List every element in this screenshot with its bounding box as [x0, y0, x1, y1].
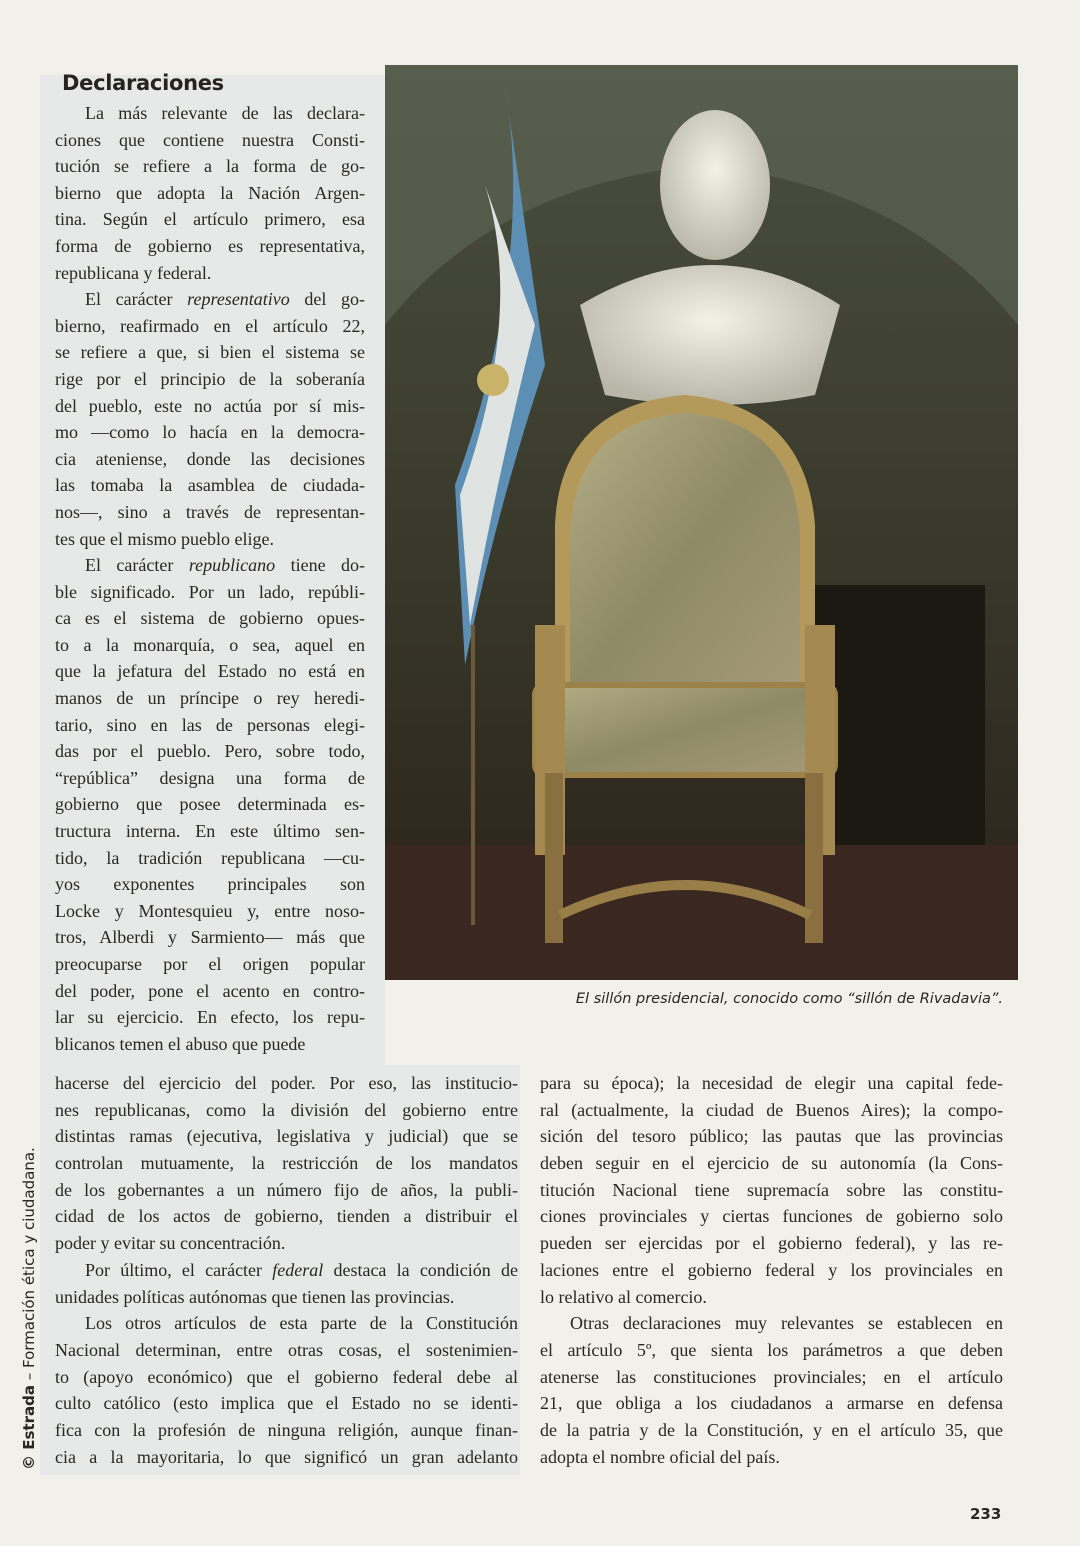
text-line: [55, 153, 365, 180]
text-segment: pueden ser ejercidas por el gobierno federal), y las re-: [540, 1233, 1003, 1254]
text-segment: Por último, el carácter: [85, 1259, 273, 1280]
text-segment: Locke y Montesquieu y, entre noso-: [55, 900, 365, 921]
text-segment: to a la monarquía, o sea, aquel en: [55, 634, 365, 655]
text-segment: forma de gobierno es representativa,: [55, 235, 365, 256]
text-line: [55, 233, 365, 260]
text-segment: de la patria y de la Constitución, y en el artículo 35, que: [540, 1419, 1003, 1440]
text-line: [55, 339, 365, 366]
text-segment: tina. Según el artículo primero, esa: [55, 209, 365, 230]
text-line: [55, 419, 365, 446]
text-segment: ble significado. Por un lado, repúbli-: [55, 581, 365, 602]
text-line: [55, 712, 365, 739]
text-segment: das por el pueblo. Pero, sobre todo,: [55, 741, 365, 762]
text-segment: culto católico (esto implica que el Estado no se identi-: [55, 1393, 518, 1414]
text-segment: Nacional determinan, entre otras cosas, el sostenimien-: [55, 1339, 518, 1360]
text-column-left-narrow: [55, 100, 365, 1057]
text-column-left-wide: [55, 1070, 518, 1470]
text-line: [55, 1390, 518, 1417]
text-line: [55, 1031, 365, 1058]
text-segment: Otras declaraciones muy relevantes se establecen en: [570, 1313, 1003, 1334]
text-line: [55, 791, 365, 818]
text-line: [540, 1230, 1003, 1257]
text-line: [55, 206, 365, 233]
text-line: [55, 605, 365, 632]
text-line: [55, 1444, 518, 1471]
text-segment: laciones entre el gobierno federal y los provinciales en: [540, 1259, 1003, 1280]
text-segment: yos exponentes principales son: [55, 874, 365, 895]
text-segment: preocuparse por el origen popular: [55, 954, 365, 974]
text-line: [540, 1444, 1003, 1471]
text-line: [55, 658, 365, 685]
text-segment: mo —como lo hacía en la democra-: [55, 422, 365, 443]
text-segment: Los otros artículos de esta parte de la Constitución: [85, 1313, 518, 1334]
text-segment: del pueblo, este no actúa por sí mis-: [55, 395, 365, 416]
text-segment: titución Nacional tiene supremacía sobre las constitu-: [540, 1179, 1003, 1200]
text-line: [540, 1390, 1003, 1417]
text-segment: nes republicanas, como la división del gobierno entre: [55, 1099, 518, 1120]
text-segment: tución se refiere a la forma de go-: [55, 156, 365, 177]
text-segment: distintas ramas (ejecutiva, legislativa y judicial) que se: [55, 1126, 518, 1147]
text-line: [55, 1417, 518, 1444]
text-segment: se refiere a que, si bien el sistema se: [55, 342, 365, 363]
text-segment: bierno, reafirmado en el artículo 22,: [55, 315, 365, 336]
text-line: [55, 1070, 518, 1097]
text-line: [55, 632, 365, 659]
text-segment: lar su ejercicio. En efecto, los repu-: [55, 1007, 365, 1028]
text-line: [55, 100, 365, 127]
text-segment: tros, Alberdi y Sarmiento— más que: [55, 927, 365, 948]
text-segment: ca es el sistema de gobierno opues-: [55, 608, 365, 629]
text-line: [55, 818, 365, 845]
text-segment: poder y evitar su concentración.: [55, 1233, 286, 1254]
text-segment: destaca la condición de: [323, 1259, 518, 1280]
text-line: [55, 180, 365, 207]
text-segment: de los gobernantes a un número fijo de años, la publi-: [55, 1179, 518, 1200]
text-line: [55, 393, 365, 420]
text-segment: ciones provinciales y ciertas funciones de gobierno solo: [540, 1206, 1003, 1227]
text-segment: fica con la profesión de ninguna religión, aunque finan-: [55, 1419, 518, 1440]
text-segment: ciones que contiene nuestra Consti-: [55, 129, 365, 150]
side-copyright: [20, 1147, 38, 1470]
text-line: [540, 1097, 1003, 1124]
text-segment: tiene do-: [275, 555, 365, 576]
text-segment: nos—, sino a través de representan-: [55, 501, 365, 522]
text-line: [55, 765, 365, 792]
text-line: [55, 978, 365, 1005]
text-line: [55, 951, 365, 978]
text-segment: to (apoyo económico) que el gobierno federal debe al: [55, 1366, 518, 1387]
text-segment: El carácter: [85, 555, 189, 576]
text-segment: hacerse del ejercicio del poder. Por eso, las institucio-: [55, 1073, 518, 1093]
italic-term: federal: [272, 1259, 324, 1280]
text-segment: del poder, pone el acento en contro-: [55, 980, 365, 1001]
publisher: © Estrada: [20, 1385, 38, 1470]
text-line: [55, 472, 365, 499]
text-line: [540, 1310, 1003, 1337]
text-segment: tido, la tradición republicana —cu-: [55, 847, 365, 868]
text-segment: deben seguir en el ejercicio de su autonomía (la Cons-: [540, 1153, 1003, 1174]
text-segment: unidades políticas autónomas que tienen las provincias.: [55, 1286, 455, 1307]
text-line: [55, 446, 365, 473]
text-line: [55, 366, 365, 393]
text-line: [540, 1284, 1003, 1311]
text-segment: tario, sino en las de personas elegi-: [55, 714, 365, 735]
text-segment: controlan mutuamente, la restricción de los mandatos: [55, 1153, 518, 1174]
text-segment: cidad de los actos de gobierno, tienden a distribuir el: [55, 1206, 518, 1227]
text-segment: para su época); la necesidad de elegir una capital fede-: [540, 1073, 1003, 1093]
text-segment: las tomaba la asamblea de ciudada-: [55, 475, 365, 496]
text-line: [55, 871, 365, 898]
text-line: [55, 1257, 518, 1284]
text-line: [540, 1364, 1003, 1391]
text-line: [55, 845, 365, 872]
page-number: 233: [970, 1505, 1002, 1523]
text-segment: el artículo 5º, que sienta los parámetros a que deben: [540, 1339, 1003, 1360]
text-line: [540, 1177, 1003, 1204]
text-line: [55, 526, 365, 553]
text-segment: El carácter: [85, 289, 188, 310]
text-segment: del go-: [289, 289, 365, 310]
text-segment: cia a la mayoritaria, lo que significó un gran adelanto: [55, 1446, 518, 1467]
text-line: [55, 127, 365, 154]
text-segment: republicana y federal.: [55, 262, 212, 283]
text-line: [540, 1257, 1003, 1284]
text-line: [55, 1230, 518, 1257]
text-column-right: [540, 1070, 1003, 1470]
text-line: [55, 552, 365, 579]
text-line: [540, 1203, 1003, 1230]
text-line: [55, 260, 365, 287]
text-segment: tes que el mismo pueblo elige.: [55, 528, 274, 549]
text-line: [55, 1150, 518, 1177]
text-line: [55, 898, 365, 925]
photo-presidential-chair: [385, 65, 1018, 980]
text-segment: bierno que adopta la Nación Argen-: [55, 182, 365, 203]
text-segment: La más relevante de las declara-: [85, 103, 365, 123]
text-segment: que la jefatura del Estado no está en: [55, 661, 365, 682]
book-title: – Formación ética y ciudadana.: [20, 1147, 38, 1386]
text-segment: sición del tesoro público; las pautas que las provincias: [540, 1126, 1003, 1147]
text-segment: cia ateniense, donde las decisiones: [55, 448, 365, 469]
text-segment: “república” designa una forma de: [55, 767, 365, 788]
text-segment: adopta el nombre oficial del país.: [540, 1446, 780, 1467]
text-segment: manos de un príncipe o rey heredi-: [55, 688, 365, 709]
text-line: [55, 1284, 518, 1311]
text-line: [55, 1337, 518, 1364]
italic-term: republicano: [188, 555, 276, 576]
text-line: [55, 499, 365, 526]
text-line: [540, 1150, 1003, 1177]
text-line: [55, 1123, 518, 1150]
text-line: [540, 1070, 1003, 1097]
section-heading: Declaraciones: [62, 71, 224, 95]
text-line: [55, 685, 365, 712]
text-segment: atenerse las constituciones provinciales; en el artículo: [540, 1366, 1003, 1387]
text-line: [55, 1097, 518, 1124]
text-segment: tructura interna. En este último sen-: [55, 821, 365, 842]
text-line: [55, 1364, 518, 1391]
text-segment: rige por el principio de la soberanía: [55, 368, 365, 389]
text-segment: ral (actualmente, la ciudad de Buenos Aires); la compo-: [540, 1099, 1003, 1120]
italic-term: representativo: [187, 289, 290, 310]
text-line: [55, 313, 365, 340]
text-line: [540, 1417, 1003, 1444]
text-line: [540, 1337, 1003, 1364]
text-line: [540, 1123, 1003, 1150]
text-line: [55, 1310, 518, 1337]
text-segment: blicanos temen el abuso que puede: [55, 1033, 306, 1054]
text-segment: gobierno que posee determinada es-: [55, 794, 365, 815]
text-line: [55, 1177, 518, 1204]
photo-caption: El sillón presidencial, conocido como “sillón de Rivadavia”.: [575, 991, 1003, 1007]
text-line: [55, 579, 365, 606]
text-line: [55, 738, 365, 765]
text-line: [55, 286, 365, 313]
text-line: [55, 1203, 518, 1230]
text-line: [55, 924, 365, 951]
text-segment: lo relativo al comercio.: [540, 1286, 707, 1307]
text-line: [55, 1004, 365, 1031]
text-segment: 21, que obliga a los ciudadanos a armarse en defensa: [540, 1393, 1003, 1414]
